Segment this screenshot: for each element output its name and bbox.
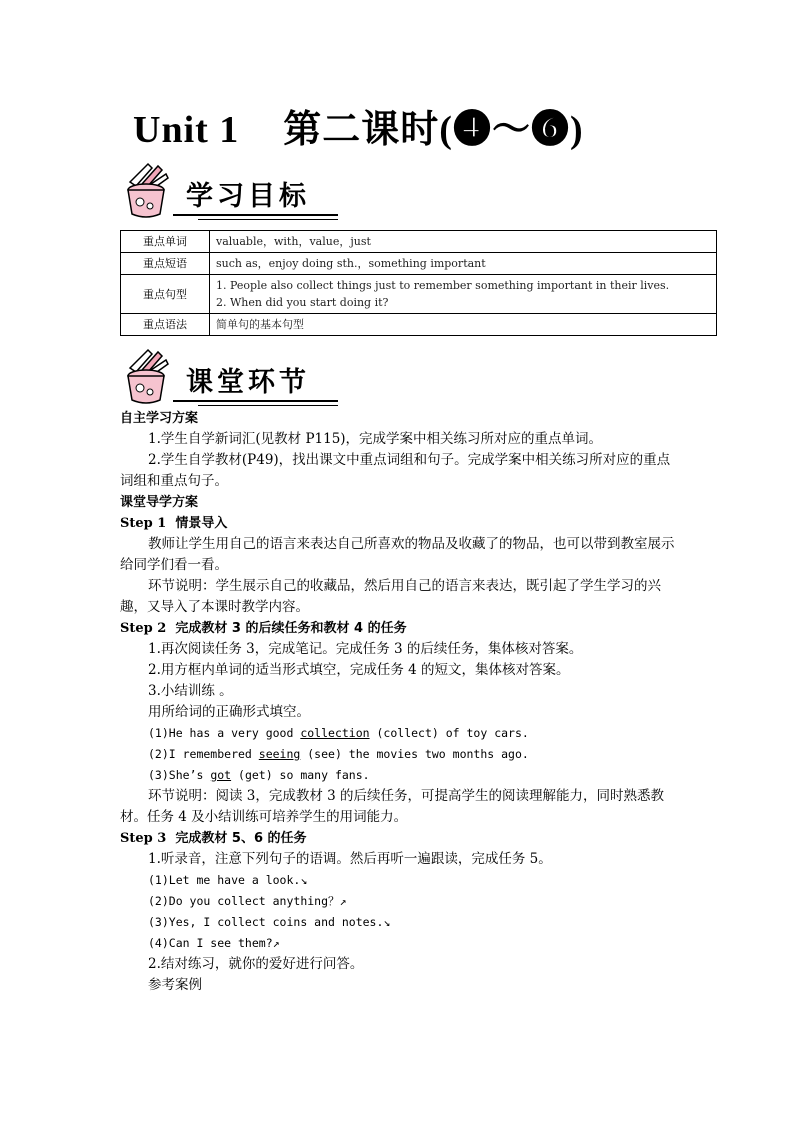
banner-rule: [198, 405, 338, 406]
sentence-item: (3)Yes, I collect coins and notes.↘: [148, 915, 391, 929]
step-heading: [120, 513, 680, 534]
table-value: [210, 275, 717, 314]
table-value: valuable，with，value，just: [210, 231, 717, 253]
paragraph: 3.小结训练 。: [148, 683, 233, 699]
step-heading: [120, 828, 680, 849]
table-value: 简单句的基本句型: [210, 314, 717, 336]
section-banner-goals: [118, 160, 338, 220]
paragraph: 2.结对练习，就你的爱好进行问答。: [148, 956, 364, 972]
exercise-item: (2)I remembered seeing (see) the movies two months ago.: [148, 747, 529, 761]
paragraph: 环节说明：阅读 3，完成教材 3 的后续任务，可提高学生的阅读理解能力，同时熟悉教材。任务 4 及小结训练可培养学生的用词能力。: [120, 788, 665, 825]
sentence-item: (1)Let me have a look.↘: [148, 873, 308, 887]
paragraph: 1.学生自学新词汇(见教材 P115)，完成学案中相关练习所对应的重点单词。: [148, 431, 603, 447]
paragraph: 1.再次阅读任务 3，完成笔记。完成任务 3 的后续任务，集体核对答案。: [148, 641, 583, 657]
goals-table: [120, 230, 717, 336]
exercise-item: (1)He has a very good collection (collect) of toy cars.: [148, 726, 529, 740]
pencil-cup-icon: [118, 346, 178, 406]
table-row: [121, 231, 717, 253]
paragraph: 用所给词的正确形式填空。: [148, 704, 310, 720]
step-title: 情景导入: [175, 516, 228, 531]
banner-rule: [198, 219, 338, 220]
answer: got: [210, 768, 232, 782]
table-key: 重点句型: [121, 275, 210, 314]
paragraph: 环节说明：学生展示自己的收藏品，然后用自己的语言来表达，既引起了学生学习的兴趣，又导入了本课时教学内容。: [120, 578, 661, 615]
table-key: 重点语法: [121, 314, 210, 336]
table-key: 重点单词: [121, 231, 210, 253]
paragraph: 2.学生自学教材(P49)，找出课文中重点词组和句子。完成学案中相关练习所对应的重点词组和重点句子。: [120, 452, 671, 489]
page-title: [133, 98, 584, 153]
sentence-item: (2)Do you collect anything？↗: [148, 894, 347, 908]
banner-rule: [173, 214, 338, 216]
banner-label: 学习目标: [186, 181, 310, 212]
section-heading: 课堂导学方案: [120, 495, 199, 510]
table-row: [121, 253, 717, 275]
paragraph: 2.用方框内单词的适当形式填空，完成任务 4 的短文，集体核对答案。: [148, 662, 570, 678]
pencil-cup-icon: [118, 160, 178, 220]
table-value: such as，enjoy doing sth.，something important: [210, 253, 717, 275]
sentence-1: 1. People also collect things just to remember something important in their lives.: [216, 279, 670, 292]
banner-label: 课堂环节: [186, 367, 310, 398]
title-unit: Unit 1: [133, 109, 240, 151]
banner-rule: [173, 400, 338, 402]
step-label: Step 2: [120, 621, 167, 636]
paragraph: 教师让学生用自己的语言来表达自己所喜欢的物品及收藏了的物品，也可以带到教室展示给同学们看一看。: [120, 536, 675, 573]
answer: seeing: [258, 747, 301, 761]
step-label: Step 1: [120, 516, 167, 531]
step-title: 完成教材 3 的后续任务和教材 4 的任务: [175, 621, 407, 636]
paragraph: 1.听录音，注意下列句子的语调。然后再听一遍跟读，完成任务 5。: [148, 851, 552, 867]
step-title: 完成教材 5、6 的任务: [175, 831, 307, 846]
lesson-body: [120, 408, 680, 996]
exercise-item: (3)She’s got (get) so many fans.: [148, 768, 370, 782]
table-row: [121, 314, 717, 336]
answer: collection: [300, 726, 370, 740]
step-heading: [120, 618, 680, 639]
sentence-item: (4)Can I see them?↗: [148, 936, 280, 950]
step-label: Step 3: [120, 831, 167, 846]
paragraph: 参考案例: [148, 977, 202, 993]
sentence-2: 2. When did you start doing it?: [216, 296, 389, 309]
table-row: [121, 275, 717, 314]
section-banner-class: [118, 346, 338, 406]
title-lesson: 第二课时(❹～❻): [283, 109, 584, 151]
section-heading: 自主学习方案: [120, 411, 199, 426]
table-key: 重点短语: [121, 253, 210, 275]
